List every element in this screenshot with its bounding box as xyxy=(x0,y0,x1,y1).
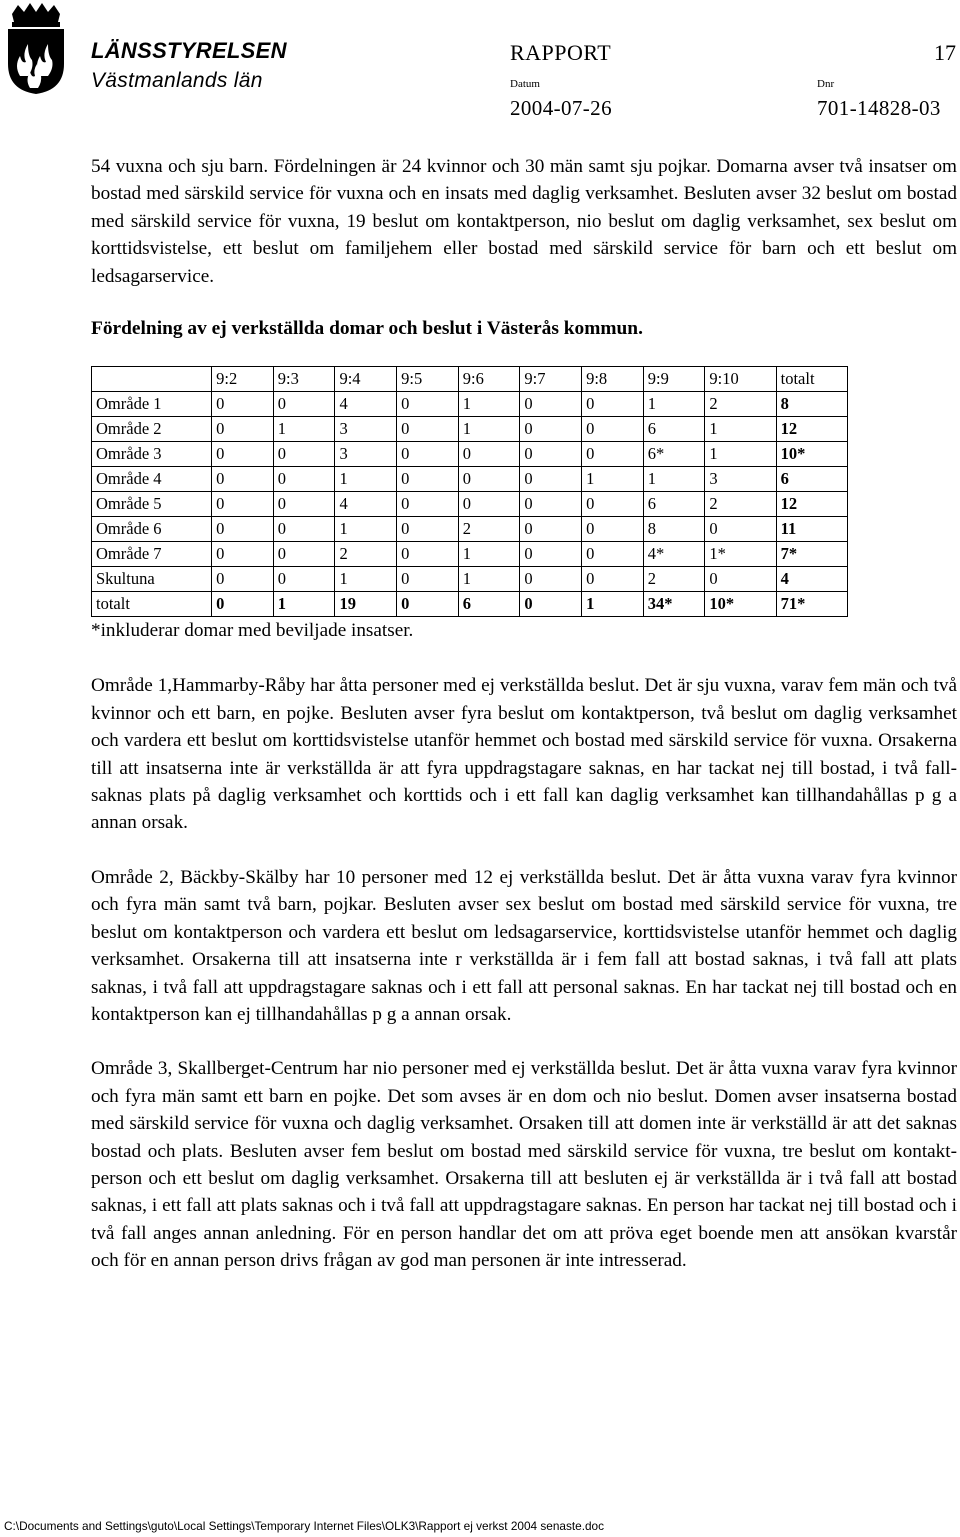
table-cell: 0 xyxy=(705,567,776,592)
table-cell: 1 xyxy=(458,392,520,417)
table-cell: 0 xyxy=(397,542,459,567)
table-cell: 2 xyxy=(643,567,705,592)
table-cell: 0 xyxy=(397,517,459,542)
document-body xyxy=(91,153,957,1275)
table-cell: 0 xyxy=(212,492,274,517)
dnr-value: 701-14828-03 xyxy=(817,96,941,120)
organization-name: LÄNSSTYRELSEN xyxy=(91,38,287,63)
column-header: 9:4 xyxy=(335,367,397,392)
table-cell: 7* xyxy=(776,542,847,567)
table-cell: 1 xyxy=(458,542,520,567)
table-cell: 1* xyxy=(705,542,776,567)
table-cell: 0 xyxy=(273,392,335,417)
row-label: Område 6 xyxy=(92,517,212,542)
table-cell: 1 xyxy=(335,467,397,492)
table-cell: 2 xyxy=(335,542,397,567)
table-cell: 0 xyxy=(458,442,520,467)
table-cell: 3 xyxy=(335,442,397,467)
table-row xyxy=(92,517,848,542)
table-cell: 34* xyxy=(643,592,705,617)
table-cell: 12 xyxy=(776,417,847,442)
row-label: totalt xyxy=(92,592,212,617)
table-row xyxy=(92,567,848,592)
table-cell: 0 xyxy=(520,442,582,467)
table-cell: 0 xyxy=(273,442,335,467)
table-cell: 0 xyxy=(520,542,582,567)
table-cell: 0 xyxy=(520,417,582,442)
table-cell: 3 xyxy=(705,467,776,492)
table-cell: 0 xyxy=(212,417,274,442)
row-label: Område 1 xyxy=(92,392,212,417)
footer-file-path: C:\Documents and Settings\guto\Local Settings\Temporary Internet Files\OLK3\Rapport ej verkst 2004 senaste.doc xyxy=(4,1519,604,1533)
table-cell: 8 xyxy=(643,517,705,542)
table-cell: 0 xyxy=(397,567,459,592)
row-label: Område 2 xyxy=(92,417,212,442)
column-header: 9:9 xyxy=(643,367,705,392)
row-label: Område 5 xyxy=(92,492,212,517)
table-cell: 0 xyxy=(212,392,274,417)
column-header: 9:10 xyxy=(705,367,776,392)
table-row xyxy=(92,542,848,567)
column-header: totalt xyxy=(776,367,847,392)
table-cell: 0 xyxy=(397,592,459,617)
table-cell: 1 xyxy=(705,417,776,442)
table-cell: 2 xyxy=(458,517,520,542)
date-value: 2004-07-26 xyxy=(510,96,612,120)
table-cell: 4 xyxy=(776,567,847,592)
table-cell: 0 xyxy=(397,392,459,417)
table-cell: 1 xyxy=(705,442,776,467)
dnr-label: Dnr xyxy=(817,78,835,90)
table-footnote: *inkluderar domar med beviljade insatser. xyxy=(91,620,414,642)
table-cell: 10* xyxy=(776,442,847,467)
county-coat-of-arms-logo xyxy=(2,2,68,96)
table-cell: 1 xyxy=(582,592,644,617)
column-header: 9:8 xyxy=(582,367,644,392)
table-cell: 4 xyxy=(335,492,397,517)
table-cell: 8 xyxy=(776,392,847,417)
table-cell: 0 xyxy=(212,592,274,617)
paragraph-omrade-2: Område 2, Bäckby-Skälby har 10 personer med 12 ej verkställda beslut. Det är åtta vuxna varav fyra kvinnor och fyra män samt två barn, pojkar. Besluten avser sex beslut om bostad med särskild service för vuxna, tre beslut om kontaktperson och vardera ett beslut om ledsagarservice, korttidsvistelse utanför hemmet och daglig verksamhet. Orsakerna till att insatserna inte r verkställda är i fem fall att bostad saknas, i två fall att plats saknas, i två fall att uppdragstagare saknas och i ett fall att personal saknas. En har tackat nej till bostad och en kontaktperson kan ej tillhandahållas p g a annan orsak. xyxy=(91,866,957,1025)
table-cell: 6 xyxy=(776,467,847,492)
page-number: 17 xyxy=(934,40,956,65)
table-cell: 0 xyxy=(273,492,335,517)
row-label: Område 4 xyxy=(92,467,212,492)
table-cell: 2 xyxy=(705,392,776,417)
table-cell: 0 xyxy=(397,492,459,517)
table-cell: 0 xyxy=(582,492,644,517)
row-label: Område 7 xyxy=(92,542,212,567)
table-row xyxy=(92,442,848,467)
table-cell: 0 xyxy=(582,392,644,417)
table-cell: 3 xyxy=(335,417,397,442)
table-cell: 11 xyxy=(776,517,847,542)
row-label: Skultuna xyxy=(92,567,212,592)
table-row xyxy=(92,392,848,417)
paragraph-omrade-1: Område 1,Hammarby-Råby har åtta personer med ej verkställda beslut. Det är sju vuxna, varav fem män och två kvinnor och ett barn, en pojke. Besluten avser fyra beslut om kontaktperson, två beslut om daglig verksamhet och vardera ett beslut om korttidsvistelse utanför hemmet och bostad med särskild service för vuxna. Orsakerna till att insatserna inte är verkställda är att fyra uppdragstagare saknas, en har tackat nej till bostad, i två fallsaknas plats på daglig verksamhet och korttids och i ett fall kan daglig verksamhet kan tillhandahållas p g a annan orsak. xyxy=(91,675,957,834)
date-label: Datum xyxy=(510,78,540,90)
table-cell: 4 xyxy=(335,392,397,417)
table-cell: 0 xyxy=(212,442,274,467)
organization-subtitle: Västmanlands län xyxy=(91,69,263,92)
column-header: 9:2 xyxy=(212,367,274,392)
column-header: 9:7 xyxy=(520,367,582,392)
table-cell: 1 xyxy=(273,592,335,617)
table-cell: 0 xyxy=(273,567,335,592)
column-header xyxy=(92,367,212,392)
table-cell: 10* xyxy=(705,592,776,617)
table-cell: 0 xyxy=(520,567,582,592)
table-cell: 1 xyxy=(458,417,520,442)
table-cell: 2 xyxy=(705,492,776,517)
table-cell: 0 xyxy=(582,417,644,442)
table-row xyxy=(92,467,848,492)
table-cell: 1 xyxy=(582,467,644,492)
table-heading: Fördelning av ej verkställda domar och beslut i Västerås kommun. xyxy=(91,318,643,340)
table-cell: 0 xyxy=(458,467,520,492)
row-label: Område 3 xyxy=(92,442,212,467)
table-cell: 0 xyxy=(397,442,459,467)
table-cell: 6 xyxy=(643,492,705,517)
table-cell: 4* xyxy=(643,542,705,567)
table-cell: 0 xyxy=(273,467,335,492)
table-cell: 0 xyxy=(520,467,582,492)
table-cell: 0 xyxy=(582,442,644,467)
table-cell: 1 xyxy=(458,567,520,592)
table-cell: 6* xyxy=(643,442,705,467)
table-cell: 0 xyxy=(582,517,644,542)
document-type: RAPPORT xyxy=(510,40,612,65)
intro-paragraph: 54 vuxna och sju barn. Fördelningen är 24 kvinnor och 30 män samt sju pojkar. Domarna avser två insatser om bostad med särskild service för vuxna och en insats med daglig verksamhet. Besluten avser 32 beslut om bostad med särskild service för vuxna, 19 beslut om kontaktperson, nio beslut om daglig verksamhet, sex beslut om korttidsvistelse, ett beslut om familjehem eller bostad med särskild service för barn och ett beslut om ledsagarservice. xyxy=(91,156,957,287)
table-cell: 0 xyxy=(520,592,582,617)
table-row xyxy=(92,592,848,617)
table-header-row xyxy=(92,367,848,392)
table-row xyxy=(92,492,848,517)
paragraph-omrade-3: Område 3, Skallberget-Centrum har nio personer med ej verkställda beslut. Det är åtta vuxna varav fyra kvinnor och fyra män samt ett barn en pojke. Det som avses är en dom och nio beslut. Domen avser insatserna bostad med särskild service för vuxna och daglig verksamhet. Orsaken till att domen inte är verkställd är att det saknas bostad och plats. Besluten avser fem beslut om bostad med särskild service för vuxna, tre beslut om kontaktperson och ett beslut om daglig verksamhet. Orsakerna till att besluten ej är verkställda är i två fall att bostad saknas, i ett fall att plats saknas och i två fall att uppdragstagare saknas. En person har tackat nej till bostad och i två fall anges annan anledning. För en person handlar det om att pröva eget boende men att ansökan kvarstår och för en annan person drivs frågan av god man personen är inte intresserad. xyxy=(91,1058,957,1272)
table-cell: 0 xyxy=(458,492,520,517)
table-cell: 0 xyxy=(397,417,459,442)
table-cell: 0 xyxy=(582,542,644,567)
table-cell: 71* xyxy=(776,592,847,617)
table-body xyxy=(92,367,848,617)
column-header: 9:5 xyxy=(397,367,459,392)
table-cell: 0 xyxy=(212,517,274,542)
table-cell: 1 xyxy=(273,417,335,442)
column-header: 9:6 xyxy=(458,367,520,392)
table-cell: 6 xyxy=(643,417,705,442)
table-cell: 0 xyxy=(520,517,582,542)
table-cell: 12 xyxy=(776,492,847,517)
table-cell: 0 xyxy=(397,467,459,492)
table-cell: 0 xyxy=(582,567,644,592)
table-cell: 0 xyxy=(520,392,582,417)
table-cell: 0 xyxy=(273,542,335,567)
column-header: 9:3 xyxy=(273,367,335,392)
table-cell: 19 xyxy=(335,592,397,617)
table-cell: 0 xyxy=(212,467,274,492)
table-cell: 1 xyxy=(335,517,397,542)
table-cell: 0 xyxy=(212,542,274,567)
statistics-table xyxy=(91,366,848,617)
table-cell: 0 xyxy=(705,517,776,542)
table-cell: 0 xyxy=(273,517,335,542)
table-row xyxy=(92,417,848,442)
table-cell: 0 xyxy=(520,492,582,517)
table-cell: 6 xyxy=(458,592,520,617)
table-cell: 1 xyxy=(335,567,397,592)
table-cell: 1 xyxy=(643,467,705,492)
table-cell: 0 xyxy=(212,567,274,592)
table-cell: 1 xyxy=(643,392,705,417)
